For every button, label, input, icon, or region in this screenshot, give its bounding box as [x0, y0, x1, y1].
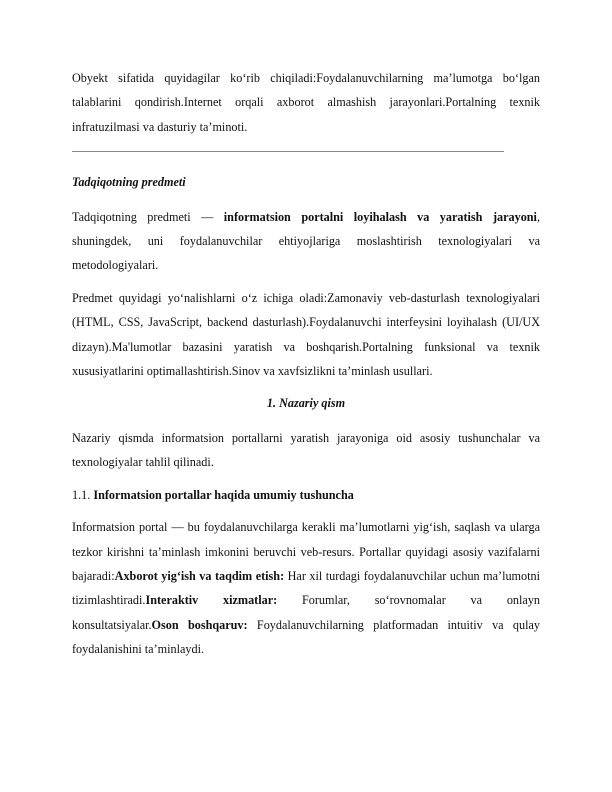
subsection-heading — [72, 483, 540, 507]
subject-paragraph — [72, 205, 540, 278]
subsection-number: 1.1. — [72, 487, 94, 502]
document-page — [72, 66, 540, 662]
portal-text-2: Har xil turdagi foydalanuvchilar uchun ma’lumotni tizimlashtiradi. — [72, 568, 540, 608]
portal-bold-2: Interaktiv xizmatlar: — [145, 593, 278, 608]
portal-paragraph — [72, 515, 540, 661]
theory-paragraph: Nazariy qismda informatsion portallarni yaratish jarayoniga oid asosiy tushunchalar va texnologiyalar tahlil qilinadi. — [72, 430, 540, 470]
subject-heading: Tadqiqotning predmeti — [72, 175, 186, 190]
subject-lead: Tadqiqotning predmeti — — [72, 209, 224, 224]
portal-bold-3: Oson boshqaruv: — [151, 617, 248, 632]
horizontal-divider — [72, 151, 504, 152]
portal-text-4: Foydalanuvchilarning platformadan intuitiv va qulay foydalanishini ta’minlaydi. — [72, 617, 540, 657]
subsection-title: Informatsion portallar haqida umumiy tushuncha — [93, 487, 354, 502]
subject-rest: , shuningdek, uni foydalanuvchilar ehtiyojlariga moslashtirish texnologiyalari va metodologiyalari. — [72, 209, 540, 273]
object-paragraph: Obyekt sifatida quyidagilar ko‘rib chiqiladi:Foydalanuvchilarning ma’lumotga bo‘lgan talablarini qondirish.Internet orqali axborot almashish jarayonlari.Portalning texnik infratuzilmasi va dasturiy ta’minoti. — [72, 71, 540, 134]
portal-bold-1: Axborot yig‘ish va taqdim etish: — [114, 568, 285, 583]
topics-paragraph: Predmet quyidagi yo‘nalishlarni o‘z ichiga oladi:Zamonaviy veb-dasturlash texnologiyalari (HTML, CSS, JavaScript, backend dasturlash).Foydalanuvchi interfeysini loyihalash (UI/UX dizayn).Ma'lumotlar bazasini yaratish va boshqarish.Portalning funksional va texnik xususiyatlarini optimallashtirish.Sinov va xavfsizlikni ta’minlash usullari. — [72, 290, 540, 379]
portal-text-1: Informatsion portal — bu foydalanuvchilarga kerakli ma’lumotlarni yig‘ish, saqlash va ularga tezkor kirishni ta’minlash imkonini beruvchi veb-resurs. Portallar quyidagi asosiy vazifalarni bajaradi: — [72, 520, 540, 583]
section-heading: 1. Nazariy qism — [266, 396, 346, 411]
portal-text-3: Forumlar, so‘rovnomalar va onlayn konsultatsiyalar. — [72, 593, 541, 632]
subject-bold: informatsion portalni loyihalash va yaratish jarayoni — [223, 209, 537, 224]
